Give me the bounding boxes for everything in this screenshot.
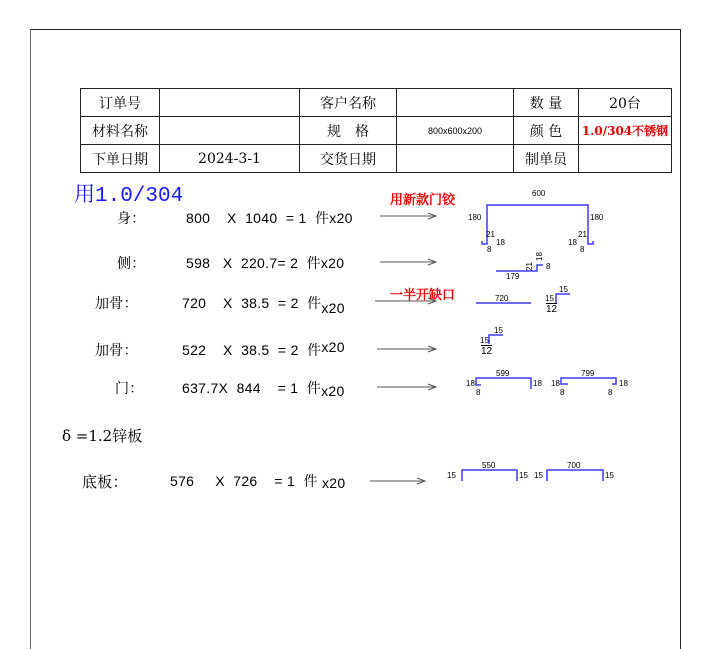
times-sign: X	[222, 255, 233, 271]
dim-rib720-12: 12	[546, 304, 558, 315]
order-no-label: 订单号	[81, 89, 160, 117]
dim-rib720-top: 15	[559, 285, 568, 294]
times-sign: X	[223, 342, 233, 358]
dim-rib720-len: 720	[495, 294, 509, 303]
side-profile	[496, 265, 543, 271]
dim-door2-left: 18	[551, 379, 560, 388]
dim-base2-left: 15	[534, 471, 543, 480]
dim-side-18: 18	[534, 252, 544, 261]
spec-value: 800x600x200	[397, 117, 514, 145]
rib-720-bend	[556, 294, 570, 304]
dim-side-8: 8	[546, 262, 551, 271]
part-height: 844	[236, 380, 261, 396]
dim-body-top: 600	[532, 189, 546, 198]
dim-side-base: 179	[506, 272, 520, 281]
part-name: 加骨：	[95, 342, 138, 358]
part-width: 800	[186, 210, 211, 226]
section-material-title: 用1.0/304	[74, 185, 184, 208]
part-count: = 1	[274, 473, 296, 489]
dim-base1-left: 15	[447, 471, 456, 480]
part-name: 加骨：	[95, 295, 138, 311]
dim-door1-top: 599	[496, 369, 510, 378]
part-height: 726	[233, 473, 258, 489]
material-label: 材料名称	[81, 117, 160, 145]
dim-body-left: 180	[468, 213, 482, 222]
spec-label: 规 格	[300, 117, 397, 145]
dim-body-l18: 18	[496, 238, 505, 247]
dim-door1-right: 18	[533, 379, 542, 388]
note-half-notch: 一半开缺口	[390, 288, 456, 303]
quantity-label: 数 量	[514, 89, 579, 117]
part-unit: 件x20	[306, 255, 345, 271]
color-value: 1.0/304不锈钢	[579, 117, 672, 145]
part-height: 220.7=	[240, 255, 286, 271]
part-width: 637.7X	[182, 380, 229, 396]
section-zinc-title: δ =1.2锌板	[62, 427, 143, 445]
part-name: 门：	[115, 380, 144, 396]
part-width: 522	[182, 342, 207, 358]
dim-rib522-top: 15	[494, 326, 503, 335]
dim-body-right: 180	[590, 213, 604, 222]
part-height: 38.5	[241, 295, 270, 311]
dim-door2-lb: 8	[560, 388, 565, 397]
dim-rib522-12: 12	[481, 346, 493, 357]
part-multiplier: x20	[321, 383, 345, 399]
dim-body-l8: 8	[487, 245, 492, 254]
part-unit: 件x20	[314, 210, 353, 226]
dim-body-r8: 8	[580, 245, 585, 254]
maker-label: 制单员	[514, 145, 579, 173]
part-unit: 件	[303, 473, 318, 489]
dim-door2-top: 799	[581, 369, 595, 378]
dim-side-21: 21	[524, 262, 534, 271]
part-name: 侧：	[117, 255, 146, 271]
part-unit: 件	[306, 380, 322, 396]
dim-rib720-side: 15	[545, 294, 554, 303]
times-sign: X	[227, 210, 237, 226]
dim-base1-top: 550	[482, 461, 496, 470]
part-width: 598	[186, 255, 211, 271]
dim-body-r18: 18	[568, 238, 577, 247]
part-name: 底板：	[82, 474, 128, 491]
dim-door2-rb: 8	[608, 388, 613, 397]
customer-label: 客户名称	[300, 89, 397, 117]
part-multiplier: x20	[321, 300, 345, 316]
rib-522-profile	[489, 335, 503, 344]
part-count: 2	[290, 255, 299, 271]
door-1-profile	[476, 378, 531, 389]
part-count: = 2	[277, 342, 299, 358]
part-multiplier: x20	[321, 339, 345, 355]
part-height: 1040	[245, 210, 278, 226]
part-width: 576	[170, 473, 195, 489]
part-unit: 件	[307, 342, 322, 358]
arrow-icons	[370, 213, 436, 484]
dim-base1-right: 15	[519, 471, 528, 480]
part-count: = 1	[277, 380, 299, 396]
order-date-value: 2024-3-1	[160, 145, 300, 173]
color-label: 颜 色	[514, 117, 579, 145]
part-width: 720	[182, 295, 207, 311]
part-count: = 2	[277, 295, 299, 311]
door-2-profile	[561, 378, 616, 384]
dim-base2-right: 15	[605, 471, 614, 480]
base-1-profile	[462, 470, 517, 481]
dim-door1-left: 18	[466, 379, 475, 388]
part-height: 38.5	[241, 342, 270, 358]
base-2-profile	[547, 470, 603, 481]
delivery-label: 交货日期	[300, 145, 397, 173]
part-count: = 1	[285, 210, 307, 226]
part-unit: 件	[307, 295, 322, 311]
dim-door1-lb: 8	[476, 388, 481, 397]
dim-body-l21: 21	[486, 230, 495, 239]
dim-body-r21: 21	[578, 230, 587, 239]
note-new-hinge: 用新款门铰	[390, 193, 456, 208]
part-multiplier: x20	[321, 475, 346, 491]
dim-base2-top: 700	[567, 461, 581, 470]
quantity-value: 20台	[579, 89, 672, 117]
dim-rib522-side: 15	[480, 336, 489, 345]
part-name: 身：	[117, 210, 146, 226]
times-sign: X	[223, 295, 233, 311]
order-date-label: 下单日期	[81, 145, 160, 173]
dim-door2-right: 18	[619, 379, 628, 388]
times-sign: X	[215, 473, 225, 489]
